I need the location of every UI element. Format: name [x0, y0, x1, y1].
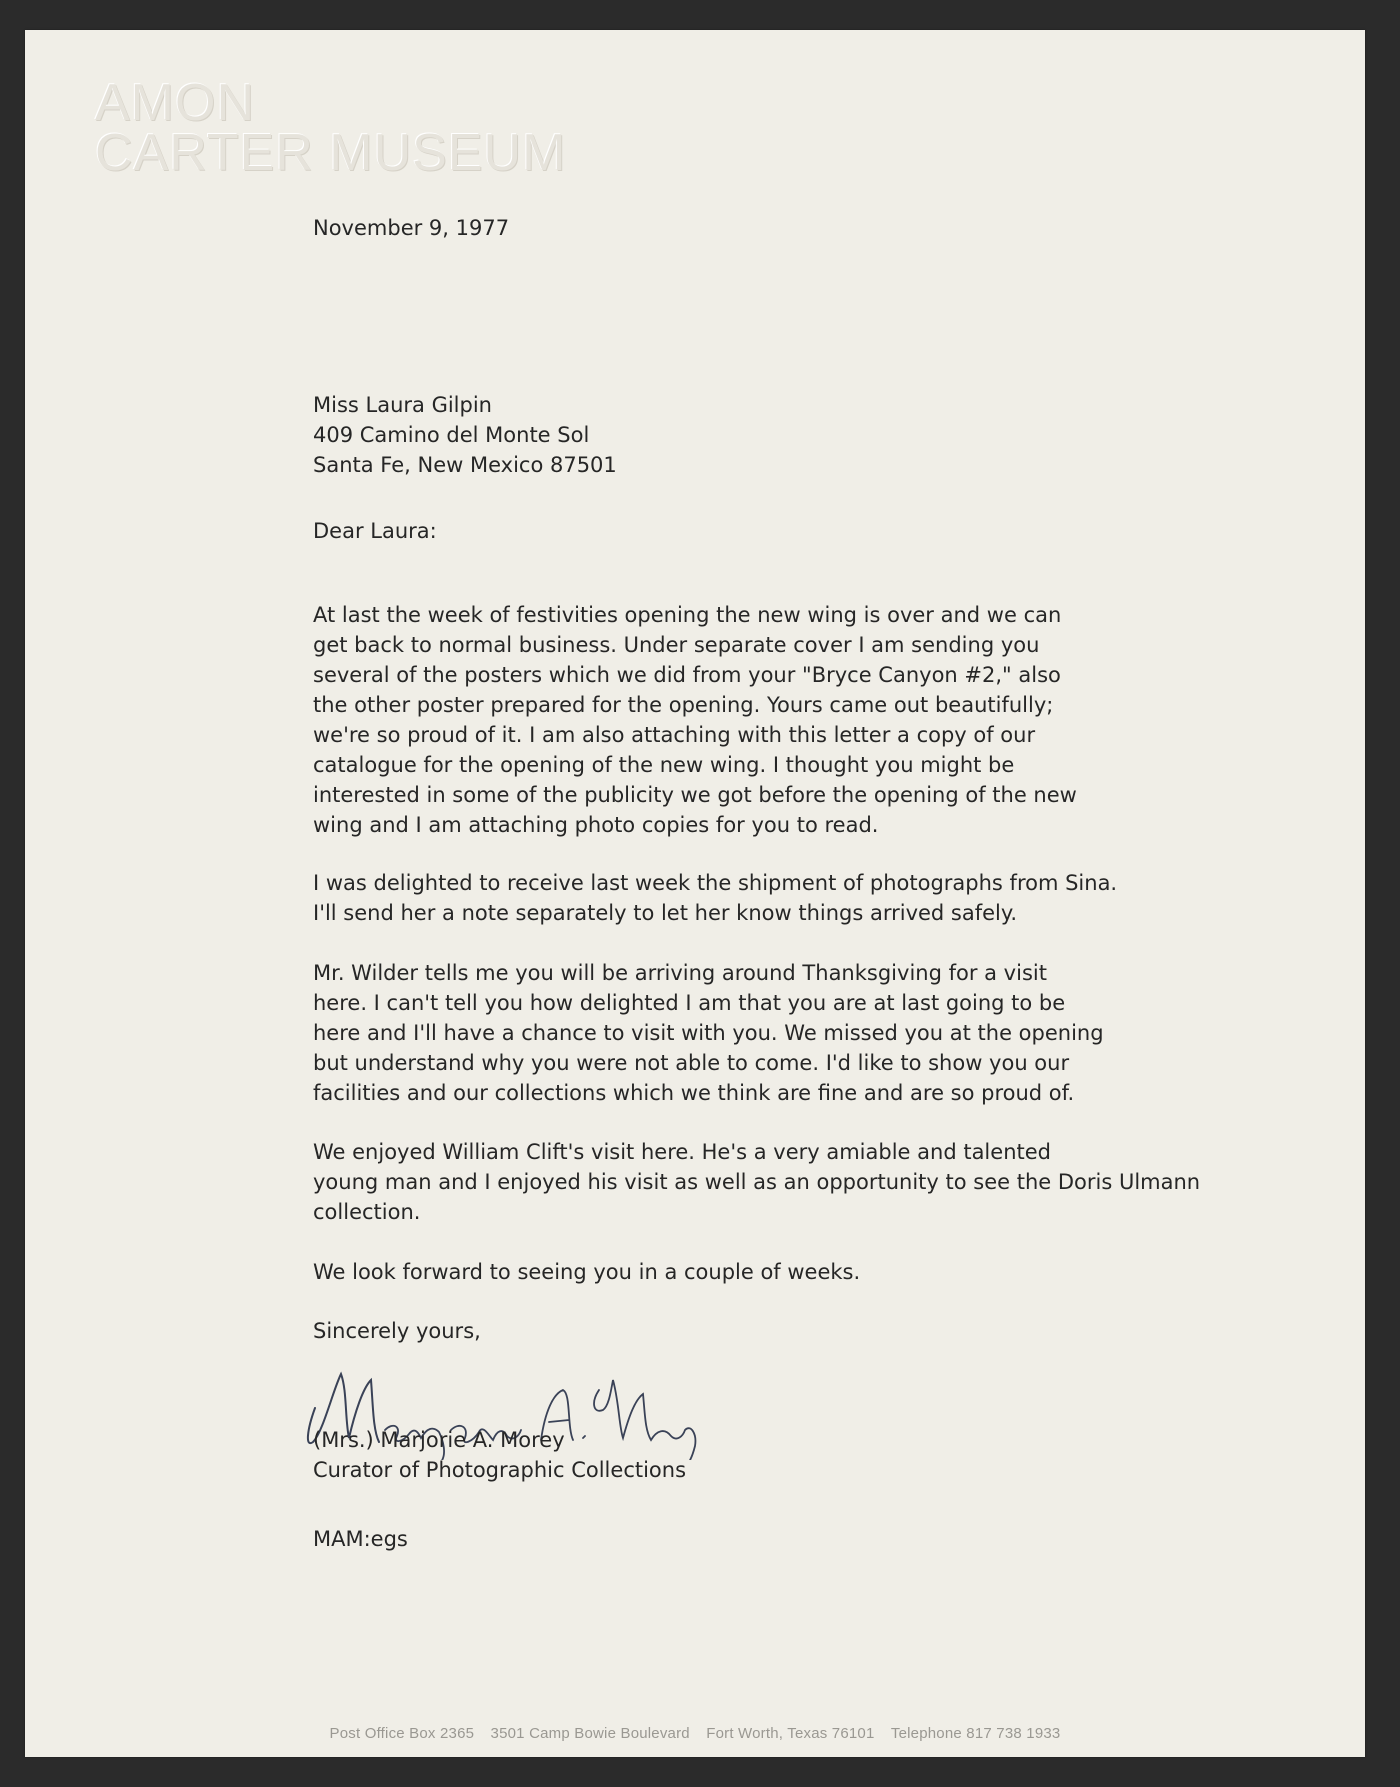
paragraph-line: interested in some of the publicity we got before the opening of the new — [313, 783, 1077, 807]
paragraph-line: We enjoyed William Clift's visit here. He's a very amiable and talented — [313, 1140, 1051, 1164]
letter-page — [25, 30, 1365, 1757]
footer-po-box: Post Office Box 2365 — [329, 1725, 475, 1742]
paragraph-line: collection. — [313, 1200, 421, 1224]
recipient-address — [313, 390, 617, 480]
embossed-letterhead — [95, 74, 567, 182]
paragraph-line: At last the week of festivities opening the new wing is over and we can — [313, 603, 1062, 627]
paragraph-line: here. I can't tell you how delighted I am that you are at last going to be — [313, 991, 1066, 1015]
paragraph-line: but understand why you were not able to come. I'd like to show you our — [313, 1051, 1070, 1075]
signer-title: Curator of Photographic Collections — [313, 1458, 687, 1482]
paragraph-line: I'll send her a note separately to let her know things arrived safely. — [313, 901, 1017, 925]
paragraph-1 — [313, 600, 1077, 840]
signer-name: (Mrs.) Marjorie A. Morey — [313, 1428, 565, 1452]
paragraph-line: I was delighted to receive last week the shipment of photographs from Sina. — [313, 871, 1118, 895]
paragraph-3 — [313, 958, 1104, 1108]
recipient-city: Santa Fe, New Mexico 87501 — [313, 453, 617, 477]
paragraph-line: Mr. Wilder tells me you will be arriving around Thanksgiving for a visit — [313, 961, 1047, 985]
paragraph-line: the other poster prepared for the opening. Yours came out beautifully; — [313, 693, 1054, 717]
reference-initials: MAM:egs — [313, 1527, 408, 1551]
paragraph-line: here and I'll have a chance to visit with you. We missed you at the opening — [313, 1021, 1104, 1045]
signer-block — [313, 1425, 686, 1485]
paragraph-line: young man and I enjoyed his visit as well as an opportunity to see the Doris Ulmann — [313, 1170, 1201, 1194]
letterhead-line-2: CARTER MUSEUM — [95, 124, 567, 182]
letterhead-line-1: AMON — [95, 74, 255, 132]
paragraph-2 — [313, 868, 1117, 928]
paragraph-line: catalogue for the opening of the new wing. I thought you might be — [313, 753, 1015, 777]
paragraph-line: We look forward to seeing you in a couple of weeks. — [313, 1260, 861, 1284]
paragraph-line: we're so proud of it. I am also attaching with this letter a copy of our — [313, 723, 1036, 747]
paragraph-5 — [313, 1257, 860, 1287]
footer-street: 3501 Camp Bowie Boulevard — [490, 1725, 690, 1742]
footer-phone: Telephone 817 738 1933 — [890, 1725, 1061, 1742]
paragraph-line: facilities and our collections which we think are fine and are so proud of. — [313, 1081, 1075, 1105]
paragraph-line: wing and I am attaching photo copies for you to read. — [313, 813, 879, 837]
recipient-street: 409 Camino del Monte Sol — [313, 423, 590, 447]
recipient-name: Miss Laura Gilpin — [313, 393, 492, 417]
salutation: Dear Laura: — [313, 519, 437, 543]
closing: Sincerely yours, — [313, 1319, 481, 1343]
paragraph-4 — [313, 1137, 1200, 1227]
paragraph-line: get back to normal business. Under separate cover I am sending you — [313, 633, 1040, 657]
footer-city: Fort Worth, Texas 76101 — [706, 1725, 875, 1742]
paragraph-line: several of the posters which we did from your "Bryce Canyon #2," also — [313, 663, 1061, 687]
letterhead-footer — [25, 1725, 1365, 1742]
letter-date: November 9, 1977 — [313, 216, 510, 240]
